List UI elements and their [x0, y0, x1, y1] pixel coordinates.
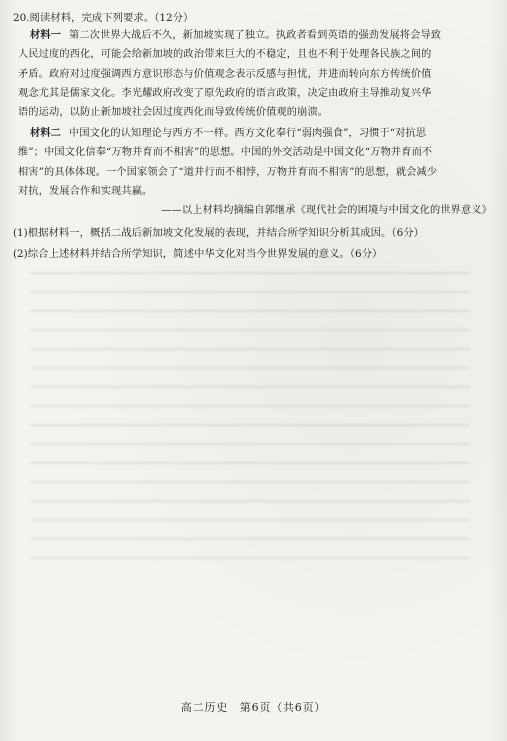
question-prompt: 阅读材料，完成下列要求。（12分） — [29, 12, 194, 24]
material-one-line: 语的运动，以防止新加坡社会因过度西化而导致传统价值观的崩溃。 — [18, 107, 329, 119]
bleed-through-text — [30, 272, 470, 572]
material-one-line: 观念尤其是儒家文化。李光耀政府改变了原先政府的语言政策，决定由政府主导推动复兴华 — [18, 87, 432, 99]
material-one-label: 材料一 — [30, 29, 62, 41]
page-footer: 高二历史 第6页（共6页） — [180, 701, 327, 714]
material-two-line: 中国文化的认知理论与西方不一样。西方文化奉行“弱肉强食”，习惯于“对抗思 — [69, 128, 427, 139]
question-number: 20. — [13, 12, 30, 24]
question-heading — [13, 10, 193, 26]
material-two — [12, 124, 496, 220]
material-one-line: 第二次世界大战后不久，新加坡实现了独立。执政者看到英语的强劲发展将会导致 — [69, 30, 442, 41]
material-two-line: 维”；中国文化信奉“万物并育而不相害”的思想。中国的外交活动是中国文化“万物并育而不 — [18, 147, 433, 159]
material-two-line: 对抗，发展合作和实现共赢。 — [18, 185, 153, 197]
material-one-line: 矛盾。政府对过度强调西方意识形态与价值观念表示反感与担忧，并进而转向东方传统价值 — [18, 68, 432, 80]
material-one — [12, 26, 496, 122]
material-two-label: 材料二 — [30, 127, 62, 139]
subquestion-2: (2)综合上述材料并结合所学知识，简述中华文化对当今世界发展的意义。（6分） — [13, 248, 383, 260]
material-source: ——以上材料均摘编自郭继承《现代社会的困境与中国文化的世界意义》 — [161, 205, 492, 217]
subquestion-1: (1)根据材料一，概括二战后新加坡文化发展的表现，并结合所学知识分析其成因。（6分） — [13, 227, 424, 239]
material-two-line: 相害”的具体体现。一个国家领会了“道并行而不相悖，万物并育而不相害”的思想，就会减少 — [18, 166, 438, 178]
material-one-line: 人民过度的西化，可能会给新加坡的政治带来巨大的不稳定，且也不利于处理各民族之间的 — [18, 49, 432, 61]
